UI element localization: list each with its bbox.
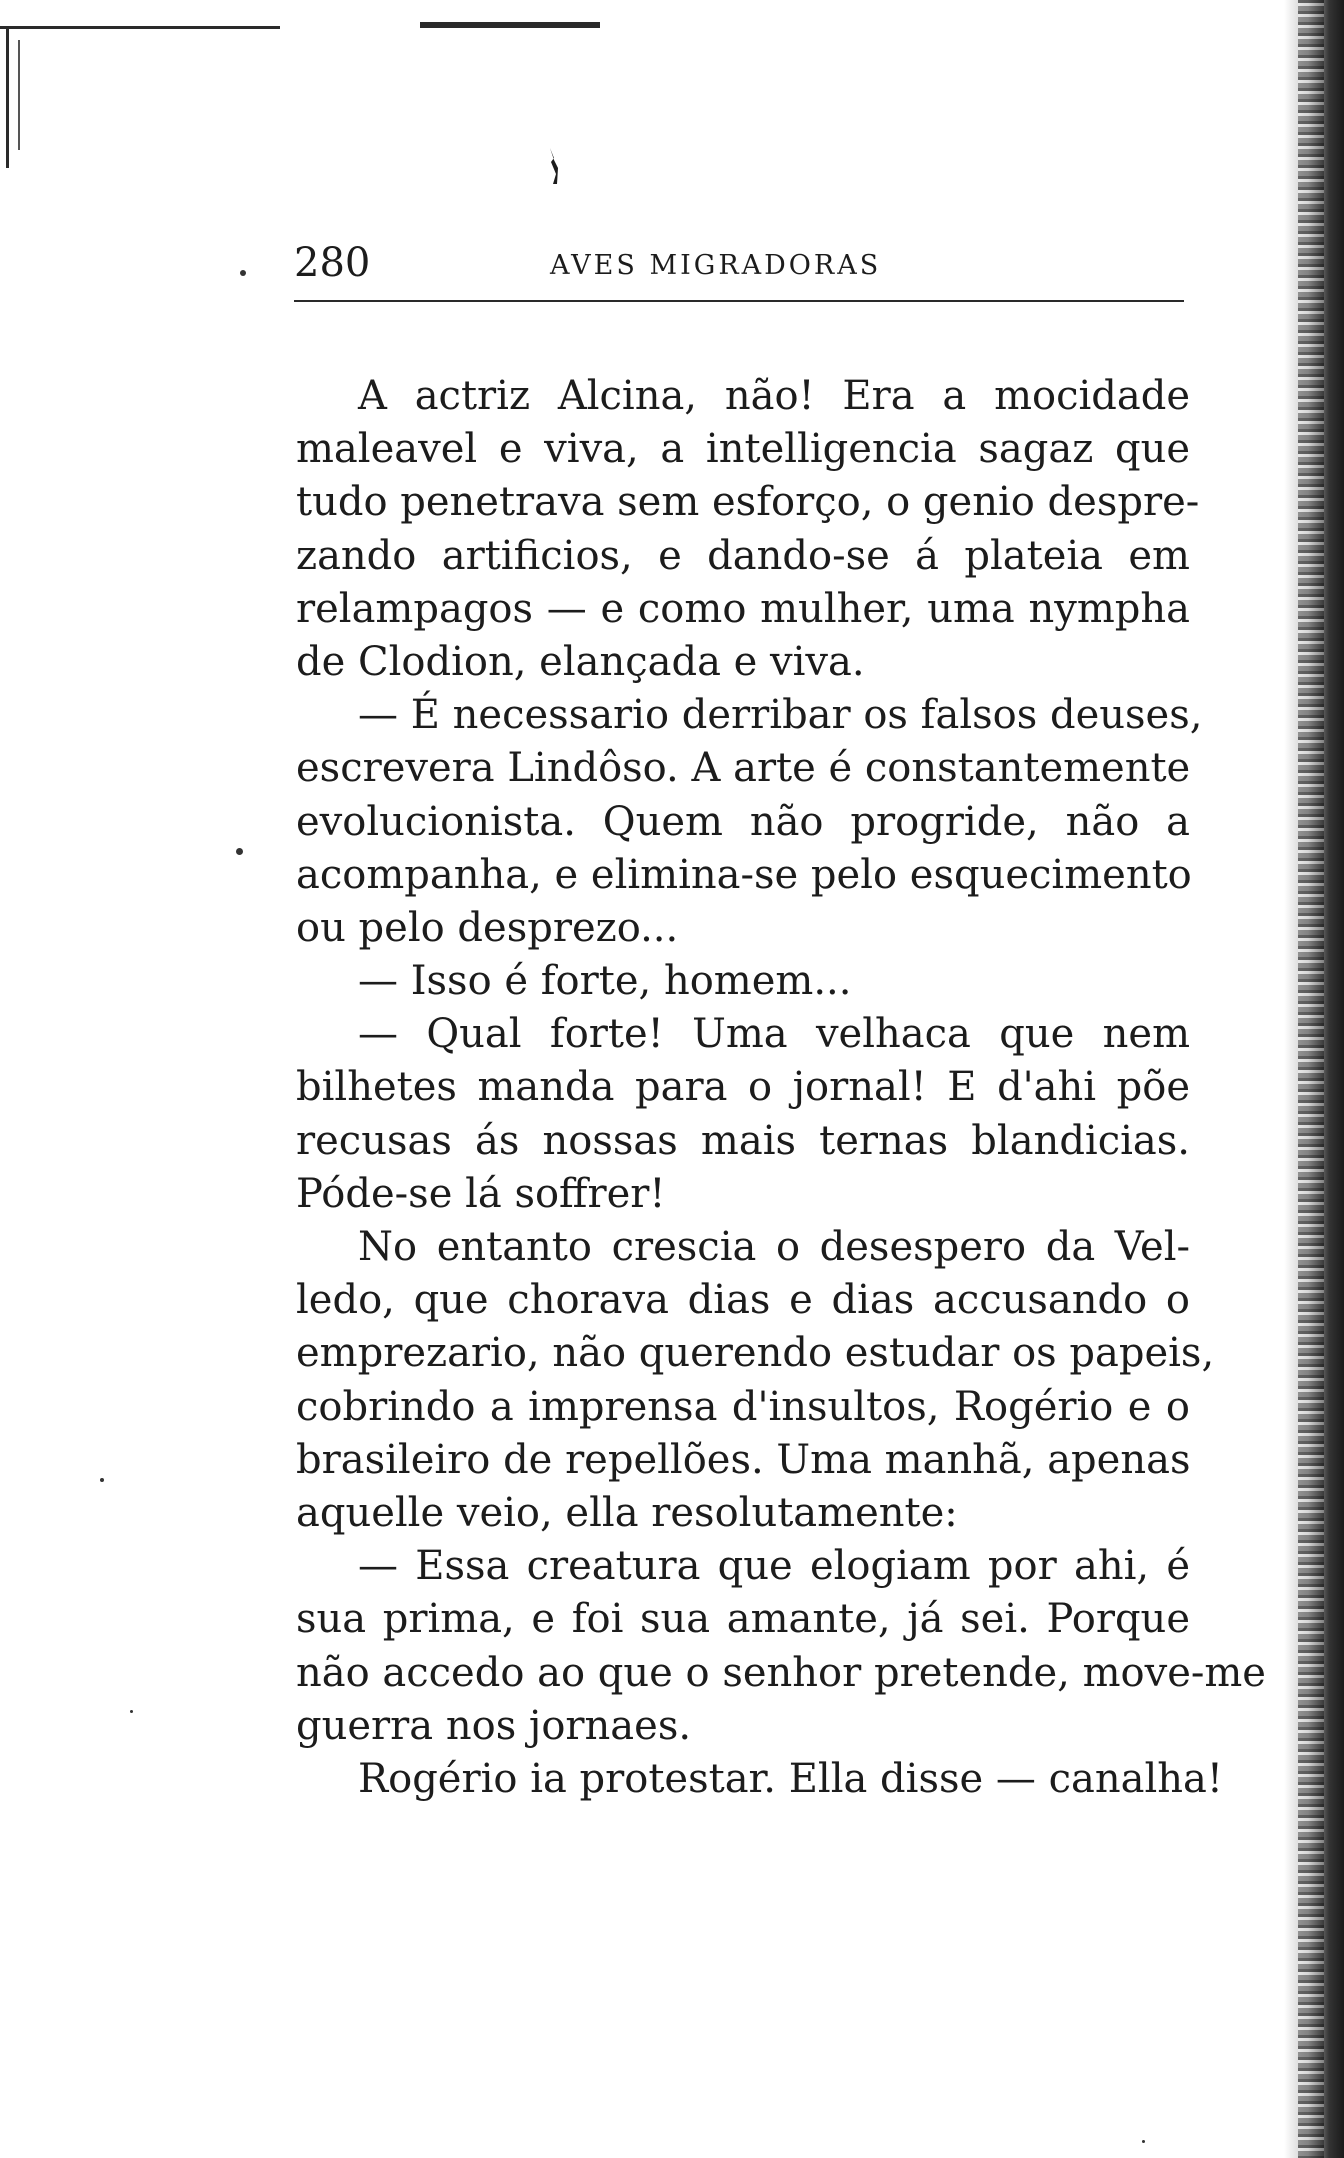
- page-edge-texture: [1298, 0, 1324, 2158]
- scan-border-line: [0, 26, 280, 29]
- running-header: [294, 238, 1194, 298]
- text-line: Rogério ia protestar. Ella disse — canalha!: [358, 1755, 1223, 1802]
- text-line: cobrindo a imprensa d'insultos, Rogério e o: [296, 1383, 1190, 1430]
- text-line: relampagos — e como mulher, uma nympha: [296, 585, 1190, 632]
- body-text: [296, 370, 1266, 1806]
- text-line: escrevera Lindôso. A arte é constantemente: [296, 745, 1191, 792]
- text-line: maleavel e viva, a intelligencia sagaz que: [296, 426, 1190, 473]
- scan-border-line: [420, 22, 600, 28]
- text-line: A actriz Alcina, não! Era a mocidade: [358, 373, 1190, 419]
- speck: [240, 270, 246, 276]
- text-line: ledo, que chorava dias e dias accusando o: [296, 1277, 1190, 1324]
- text-line: não accedo ao que o senhor pretende, move-me: [296, 1649, 1266, 1696]
- text-line: guerra nos jornaes.: [296, 1702, 692, 1749]
- text-line: evolucionista. Quem não progride, não a: [296, 798, 1190, 845]
- text-line: ou pelo desprezo...: [296, 904, 679, 951]
- speck: [130, 1710, 133, 1713]
- text-line: acompanha, e elimina-se pelo esquecimento: [296, 851, 1192, 898]
- ink-mark: [548, 148, 558, 184]
- text-line: de Clodion, elançada e viva.: [296, 638, 865, 685]
- speck: [1142, 2140, 1145, 2143]
- text-line: brasileiro de repellões. Uma manhã, apenas: [296, 1436, 1191, 1483]
- text-line: — É necessario derribar os falsos deuses,: [358, 692, 1203, 739]
- text-line: — Isso é forte, homem...: [358, 958, 852, 1005]
- text-line: — Qual forte! Uma velhaca que nem: [358, 1011, 1190, 1058]
- text-line: zando artificios, e dando-se á plateia em: [296, 532, 1190, 579]
- text-line: — Essa creatura que elogiam por ahi, é: [358, 1543, 1190, 1590]
- text-line: sua prima, e foi sua amante, já sei. Porque: [296, 1596, 1190, 1643]
- text-line: No entanto crescia o desespero da Vel-: [358, 1224, 1190, 1270]
- header-rule: [294, 300, 1184, 302]
- text-line: emprezario, não querendo estudar os papeis,: [296, 1330, 1215, 1377]
- running-title: AVES MIGRADORAS: [550, 250, 882, 281]
- text-line: aquelle veio, ella resolutamente:: [296, 1489, 958, 1536]
- text-line: bilhetes manda para o jornal! E d'ahi põe: [296, 1064, 1190, 1111]
- speck: [236, 848, 243, 855]
- scan-border-line: [6, 28, 9, 168]
- text-line: Póde-se lá soffrer!: [296, 1170, 666, 1217]
- scan-border-line: [18, 40, 20, 150]
- text-line: tudo penetrava sem esforço, o genio despre-: [296, 479, 1200, 526]
- page-number: 280: [294, 240, 371, 286]
- speck: [100, 1478, 104, 1482]
- text-line: recusas ás nossas mais ternas blandicias.: [296, 1117, 1190, 1164]
